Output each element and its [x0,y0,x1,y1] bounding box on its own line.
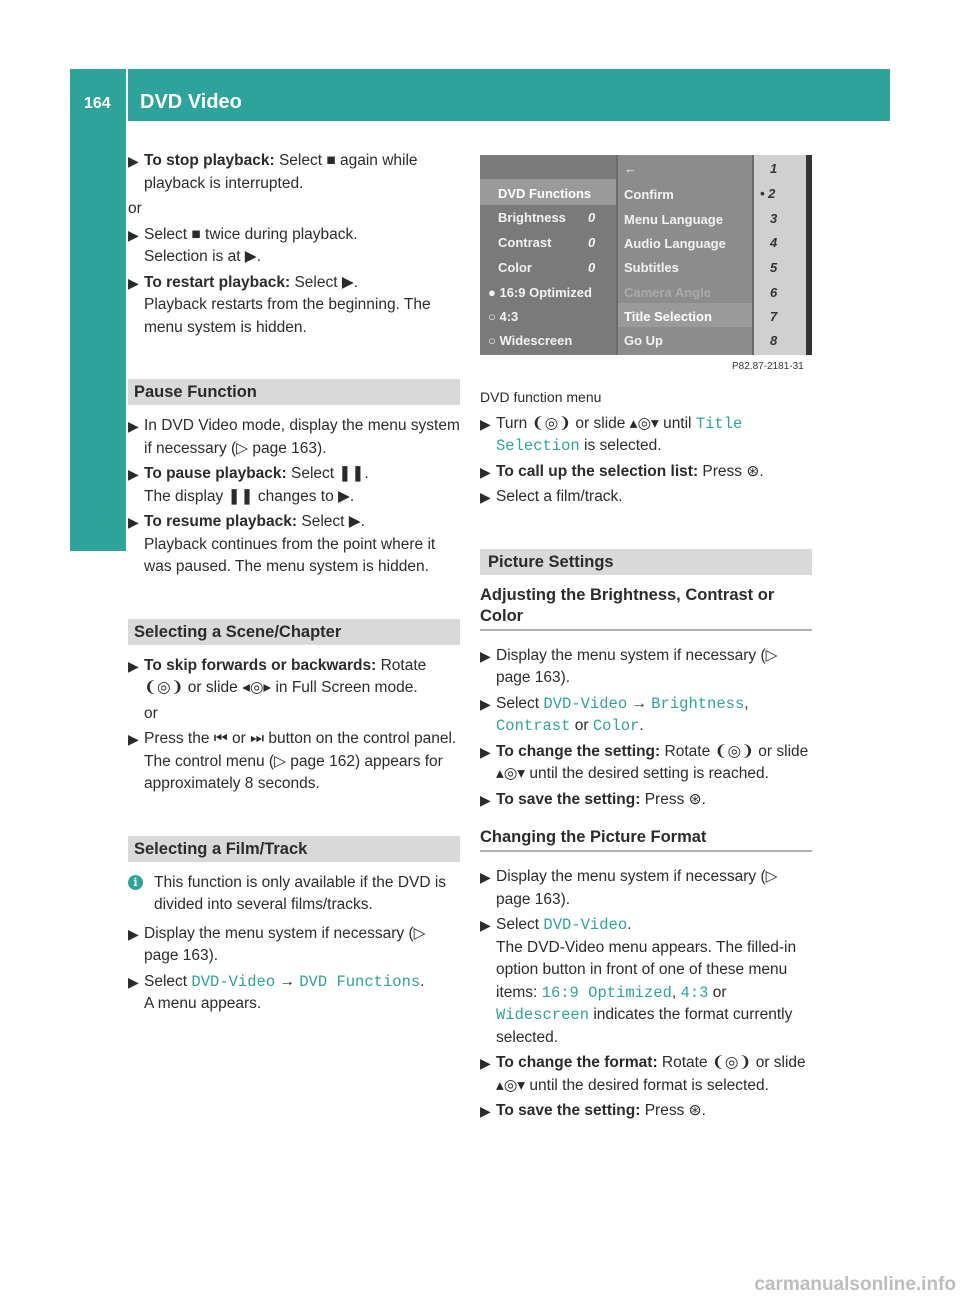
color-value: 0 [588,260,596,275]
number-8: 8 [770,333,778,348]
left-item-16-9: ● 16:9 Optimized [488,285,592,300]
step-text: Display the menu system if necessary (▷ page 163). [144,924,426,964]
step-text: Press ⊛. [644,790,706,808]
footer [0,1270,960,1302]
step-arrow-icon: ▶ [128,514,139,530]
step-text: Select ■ twice during playback. [144,225,358,243]
step-text: Display the menu system if necessary (▷ page 163). [496,646,778,686]
step-arrow-icon: ▶ [128,466,139,482]
step-text: Display the menu system if necessary (▷ page 163). [496,868,778,908]
step-select-film [480,486,812,509]
section-heading-scene: Selecting a Scene/Chapter [128,619,460,645]
step-title: To change the setting: [496,742,661,760]
punct: , [744,694,749,712]
number-2: • 2 [760,186,776,201]
step-text: A menu appears. [144,995,262,1012]
menu-term: Title [695,414,743,433]
left-column [128,150,460,1019]
step-title: To skip forwards or backwards: [144,656,377,674]
step-arrow-icon: ▶ [128,418,139,434]
left-item-dvd-functions: DVD Functions [498,186,592,201]
step-skip [128,655,460,700]
step-restart [128,272,460,340]
step-select-dvd-functions [128,971,460,1016]
menu-term: 4:3 [680,983,709,1002]
step-display-menu [128,415,460,460]
step-title: To change the format: [496,1054,658,1071]
number-5: 5 [770,260,778,275]
step-title: To call up the selection list: [496,462,699,480]
right-item-camera-angle: Camera Angle [624,285,711,300]
step-title: To save the setting: [496,1102,641,1119]
punct: . [420,972,425,990]
subheading-format: Changing the Picture Format [480,827,812,852]
menu-term: Selection [496,437,580,455]
step-text: Turn ❨◎❩ or slide ▴◎▾ until [496,414,692,432]
menu-term: Brightness [651,694,745,713]
header-divider [126,69,128,121]
subheading-adjust: Adjusting the Brightness, Contrast or Color [480,585,812,631]
arrow-icon: → [631,694,647,712]
menu-term: DVD-Video [543,694,628,713]
image-code: P82.87-2181-31 [732,361,804,372]
number-6: 6 [770,285,778,300]
page-header [70,69,890,121]
step-text: Playback restarts from the beginning. The menu system is hidden. [144,296,431,336]
step-title: To restart playback: [144,273,291,291]
step-resume [128,511,460,579]
step-text: Rotate ❨◎❩ or slide ▴◎▾ until the desired format is selected. [496,1054,806,1094]
section-tab [70,121,126,551]
figure-caption: DVD function menu [480,389,602,405]
step-arrow-icon: ▶ [128,973,139,990]
page-number: 164 [84,95,111,112]
step-arrow-icon: ▶ [480,463,491,480]
step-arrow-icon: ▶ [480,647,491,664]
step-select-twice [128,224,460,269]
right-item-title-selection: Title Selection [624,309,712,324]
left-item-4-3: ○ 4:3 [488,309,519,324]
info-icon: i [128,875,143,890]
left-item-widescreen: ○ Widescreen [488,333,573,348]
step-text: In DVD Video mode, display the menu system if necessary (▷ page 163). [144,417,460,457]
step-title: To resume playback: [144,513,298,530]
section-heading-picture: Picture Settings [480,549,812,575]
scrollbar [806,155,812,355]
step-arrow-icon: ▶ [128,925,139,942]
left-item-color: Color [498,260,532,275]
step-text: Select ▶. [294,273,359,291]
section-tab-label: Video [86,488,111,548]
step-press-button [128,728,460,796]
number-7: 7 [770,309,778,324]
step-arrow-icon: ▶ [128,153,139,169]
step-text: Select ❚❚. [291,465,369,482]
number-4: 4 [770,235,778,250]
info-text: This function is only available if the DVD is divided into several films/tracks. [154,873,447,913]
menu-term: 16:9 Optimized [541,983,672,1002]
step-text: Press ⊛. [702,462,764,480]
step-arrow-icon: ▶ [128,226,139,243]
dvd-menu-screenshot [480,155,812,375]
step-text: Select [496,916,540,933]
step-save-format [480,1100,812,1123]
info-note [128,872,460,917]
menu-term: DVD-Video [191,972,276,991]
right-item-confirm: Confirm [624,187,674,202]
step-text: The control menu (▷ page 162) appears for approximately 8 seconds. [144,752,443,792]
number-1: 1 [770,161,778,176]
watermark: carmanualsonline.info [754,1274,956,1295]
step-text: Rotate ❨◎❩ or slide ▴◎▾ until the desired setting is reached. [496,742,809,782]
step-arrow-icon: ▶ [480,869,491,885]
step-text: Selection is at ▶. [144,248,262,265]
right-item-subtitles: Subtitles [624,260,679,275]
step-arrow-icon: ▶ [480,695,491,712]
step-text: is selected. [584,437,662,454]
step-text: or [574,717,589,734]
step-title: To stop playback: [144,152,275,169]
step-text: Select ■ again while playback is interrupted. [144,152,418,192]
step-arrow-icon: ▶ [480,415,491,432]
step-arrow-icon: ▶ [480,1103,491,1119]
punct: , [671,983,677,1001]
right-column [480,386,812,1126]
step-title: To save the setting: [496,790,641,808]
arrow-icon: → [279,972,295,990]
step-select-dvd-video [480,914,812,1049]
step-arrow-icon: ▶ [480,791,491,808]
right-item-audio-language: Audio Language [624,236,726,251]
number-3: 3 [770,211,778,226]
punct: . [627,916,632,933]
section-heading-film: Selecting a Film/Track [128,836,460,862]
right-item-back: ← [624,161,637,176]
menu-term: DVD-Video [543,916,628,934]
step-stop [128,150,460,195]
step-text: The display ❚❚ changes to ▶. [144,487,355,505]
step-text: Select ▶. [301,513,365,530]
step-arrow-icon: ▶ [128,657,139,674]
step-arrow-icon: ▶ [128,731,139,747]
step-arrow-icon: ▶ [480,917,491,933]
step-change-setting [480,741,812,786]
step-text: Select a film/track. [496,488,623,505]
right-item-go-up: Go Up [624,333,663,348]
step-text: Press ⊛. [644,1102,706,1119]
page-title: DVD Video [140,91,242,113]
step-save-setting [480,789,812,812]
right-item-menu-language: Menu Language [624,212,723,227]
step-call-selection-list [480,461,812,484]
step-text: indicates the format currently selected. [496,1006,793,1046]
or-text: or [128,200,142,217]
step-text: Select [496,694,540,712]
step-pause [128,463,460,508]
step-select-brightness [480,693,812,738]
left-item-brightness: Brightness [498,210,566,225]
contrast-value: 0 [588,235,596,250]
step-display-menu-3 [480,645,812,690]
step-text: Rotate ❨◎❩ or slide ◂◎▸ in Full Screen mode. [144,656,427,696]
step-arrow-icon: ▶ [480,489,491,505]
step-display-menu-4 [480,866,812,911]
step-text: The DVD-Video menu appears. The filled-in option button in front of one of these menu items: [496,938,797,1001]
step-text: Playback continues from the point where it was paused. The menu system is hidden. [144,535,436,575]
step-arrow-icon: ▶ [480,743,491,760]
step-text: or [712,983,727,1001]
section-heading-pause: Pause Function [128,379,460,405]
left-item-contrast: Contrast [498,235,552,250]
step-display-menu-2 [128,923,460,968]
menu-term: Widescreen [496,1006,590,1024]
step-arrow-icon: ▶ [128,274,139,291]
punct: . [639,717,644,734]
step-change-format [480,1052,812,1097]
step-text: Press the ⏮ or ⏭ button on the control panel. [144,730,457,747]
brightness-value: 0 [588,210,596,225]
or-text: or [144,704,158,722]
step-title: To pause playback: [144,465,287,482]
step-arrow-icon: ▶ [480,1055,491,1071]
menu-term: Contrast [496,717,571,735]
menu-term: DVD Functions [299,972,421,991]
step-text: Select [144,972,188,990]
menu-term: Color [592,717,640,735]
step-turn-until-title [480,413,812,458]
number-panel [754,155,806,355]
